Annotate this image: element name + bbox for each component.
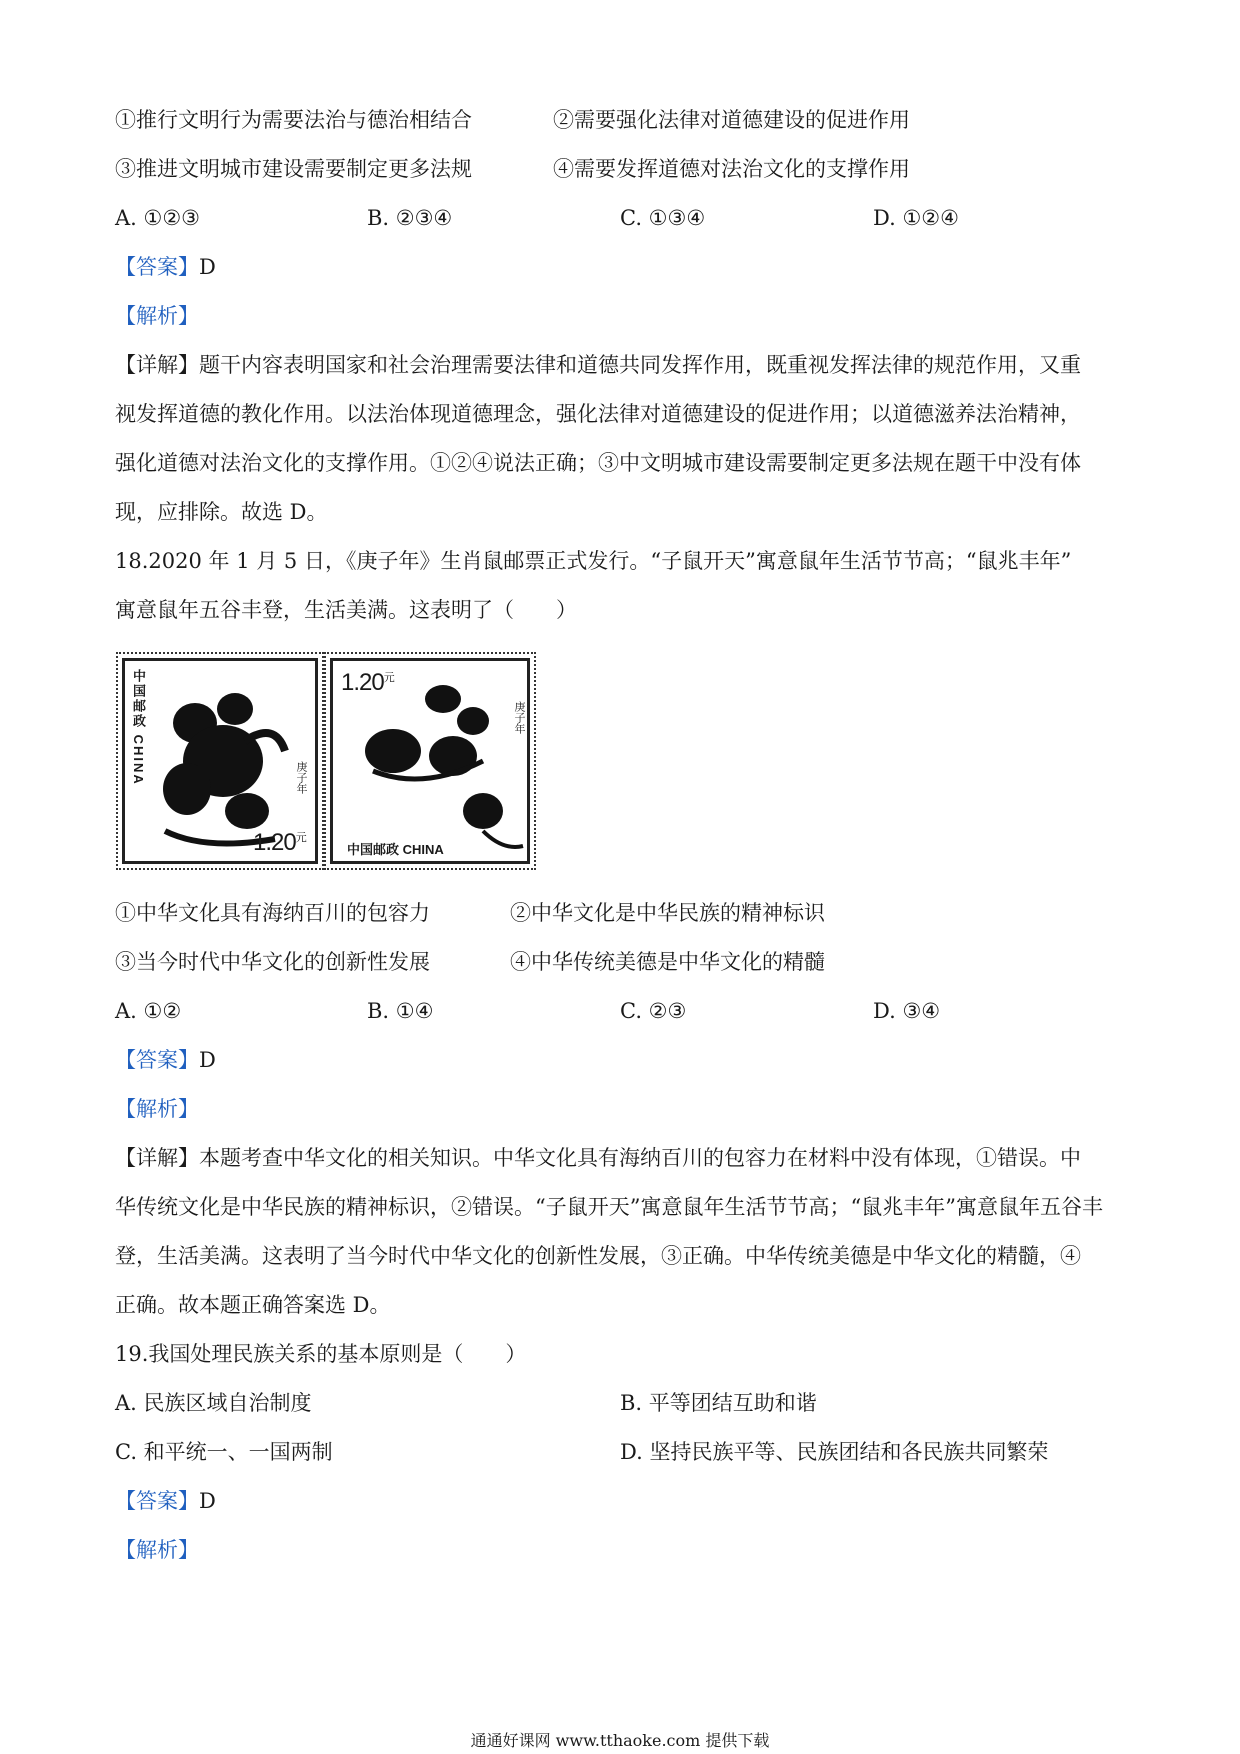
q17-answer: [115, 253, 216, 281]
q18-detail-line-3: 登，生活美满。这表明了当今时代中华文化的创新性发展，③正确。中华传统美德是中华文化的精髓，④: [115, 1244, 1081, 1268]
q18-choice-b: B. ①④: [367, 999, 434, 1023]
q18-choice-a: A. ①②: [115, 999, 182, 1023]
stamp-1: [122, 658, 318, 864]
q17-detail-line-2: 视发挥道德的教化作用。以法治体现道德理念，强化法律对道德建设的促进作用；以道德滋养法治精神，: [115, 402, 1081, 426]
q17-option-4: ④需要发挥道德对法治文化的支撑作用: [553, 157, 910, 181]
detail-text: 本题考查中华文化的相关知识。中华文化具有海纳百川的包容力在材料中没有体现，①错误。中: [199, 1146, 1081, 1170]
q18-option-4: ④中华传统美德是中华文化的精髓: [510, 950, 825, 974]
q17-detail-line-1: [115, 351, 1081, 379]
q18-stem-line-1: 18.2020 年 1 月 5 日，《庚子年》生肖鼠邮票正式发行。“子鼠开天”寓意鼠年生活节节高；“鼠兆丰年”: [115, 549, 1072, 573]
q19-choice-d: D. 坚持民族平等、民族团结和各民族共同繁荣: [620, 1440, 1049, 1464]
rats-paper-cut-icon: [333, 661, 529, 861]
q18-choice-c: C. ②③: [620, 999, 687, 1023]
q17-option-3: ③推进文明城市建设需要制定更多法规: [115, 157, 472, 181]
q18-option-3: ③当今时代中华文化的创新性发展: [115, 950, 430, 974]
stamp-2-value: $1.20^元$: [341, 669, 394, 696]
stamp-image: [118, 658, 536, 870]
stamp-1-value: $1.20^元$: [253, 829, 306, 856]
detail-label: 【详解】: [115, 353, 199, 377]
q18-analysis-label: 【解析】: [115, 1097, 199, 1121]
detail-text: 题干内容表明国家和社会治理需要法律和道德共同发挥作用，既重视发挥法律的规范作用，又重: [199, 353, 1081, 377]
q18-stem-line-2: 寓意鼠年五谷丰登，生活美满。这表明了（ ）: [115, 598, 577, 622]
stamp-1-year: 庚子年: [295, 761, 308, 794]
answer-value: D: [199, 1048, 216, 1072]
q17-choice-d: D. ①②④: [873, 206, 959, 230]
answer-label: 【答案】: [115, 1048, 199, 1072]
q17-analysis-label: 【解析】: [115, 304, 199, 328]
stamp-2: [330, 658, 530, 864]
q17-detail-line-3: 强化道德对法治文化的支撑作用。①②④说法正确；③中文明城市建设需要制定更多法规在题干中没有体: [115, 451, 1081, 475]
q17-choice-a: A. ①②③: [115, 206, 200, 230]
detail-label: 【详解】: [115, 1146, 199, 1170]
answer-label: 【答案】: [115, 255, 199, 279]
answer-value: D: [199, 255, 216, 279]
answer-label: 【答案】: [115, 1489, 199, 1513]
q19-choice-b: B. 平等团结互助和谐: [620, 1391, 817, 1415]
q17-choice-b: B. ②③④: [367, 206, 453, 230]
q17-option-2: ②需要强化法律对道德建设的促进作用: [553, 108, 910, 132]
q18-detail-line-2: 华传统文化是中华民族的精神标识，②错误。“子鼠开天”寓意鼠年生活节节高；“鼠兆丰年”寓意鼠年五谷丰: [115, 1195, 1103, 1219]
stamp-1-country: 中国邮政 CHINA: [131, 669, 146, 786]
page-footer: 通通好课网 www.tthaoke.com 提供下载: [470, 1731, 770, 1750]
q18-option-1: ①中华文化具有海纳百川的包容力: [115, 901, 430, 925]
q17-option-1: ①推行文明行为需要法治与德治相结合: [115, 108, 472, 132]
stamp-2-year: 庚子年: [513, 701, 526, 734]
q18-detail-line-4: 正确。故本题正确答案选 D。: [115, 1293, 391, 1317]
q19-stem: 19.我国处理民族关系的基本原则是（ ）: [115, 1342, 527, 1366]
q17-choice-c: C. ①③④: [620, 206, 706, 230]
q19-answer: [115, 1487, 216, 1515]
stamp-2-country: 中国邮政 CHINA: [347, 842, 444, 857]
q17-detail-line-4: 现，应排除。故选 D。: [115, 500, 328, 524]
q18-option-2: ②中华文化是中华民族的精神标识: [510, 901, 825, 925]
answer-value: D: [199, 1489, 216, 1513]
q18-detail-line-1: [115, 1144, 1081, 1172]
q19-choice-a: A. 民族区域自治制度: [115, 1391, 312, 1415]
q18-choice-d: D. ③④: [873, 999, 941, 1023]
q19-choice-c: C. 和平统一、一国两制: [115, 1440, 333, 1464]
q18-answer: [115, 1046, 216, 1074]
q19-analysis-label: 【解析】: [115, 1538, 199, 1562]
